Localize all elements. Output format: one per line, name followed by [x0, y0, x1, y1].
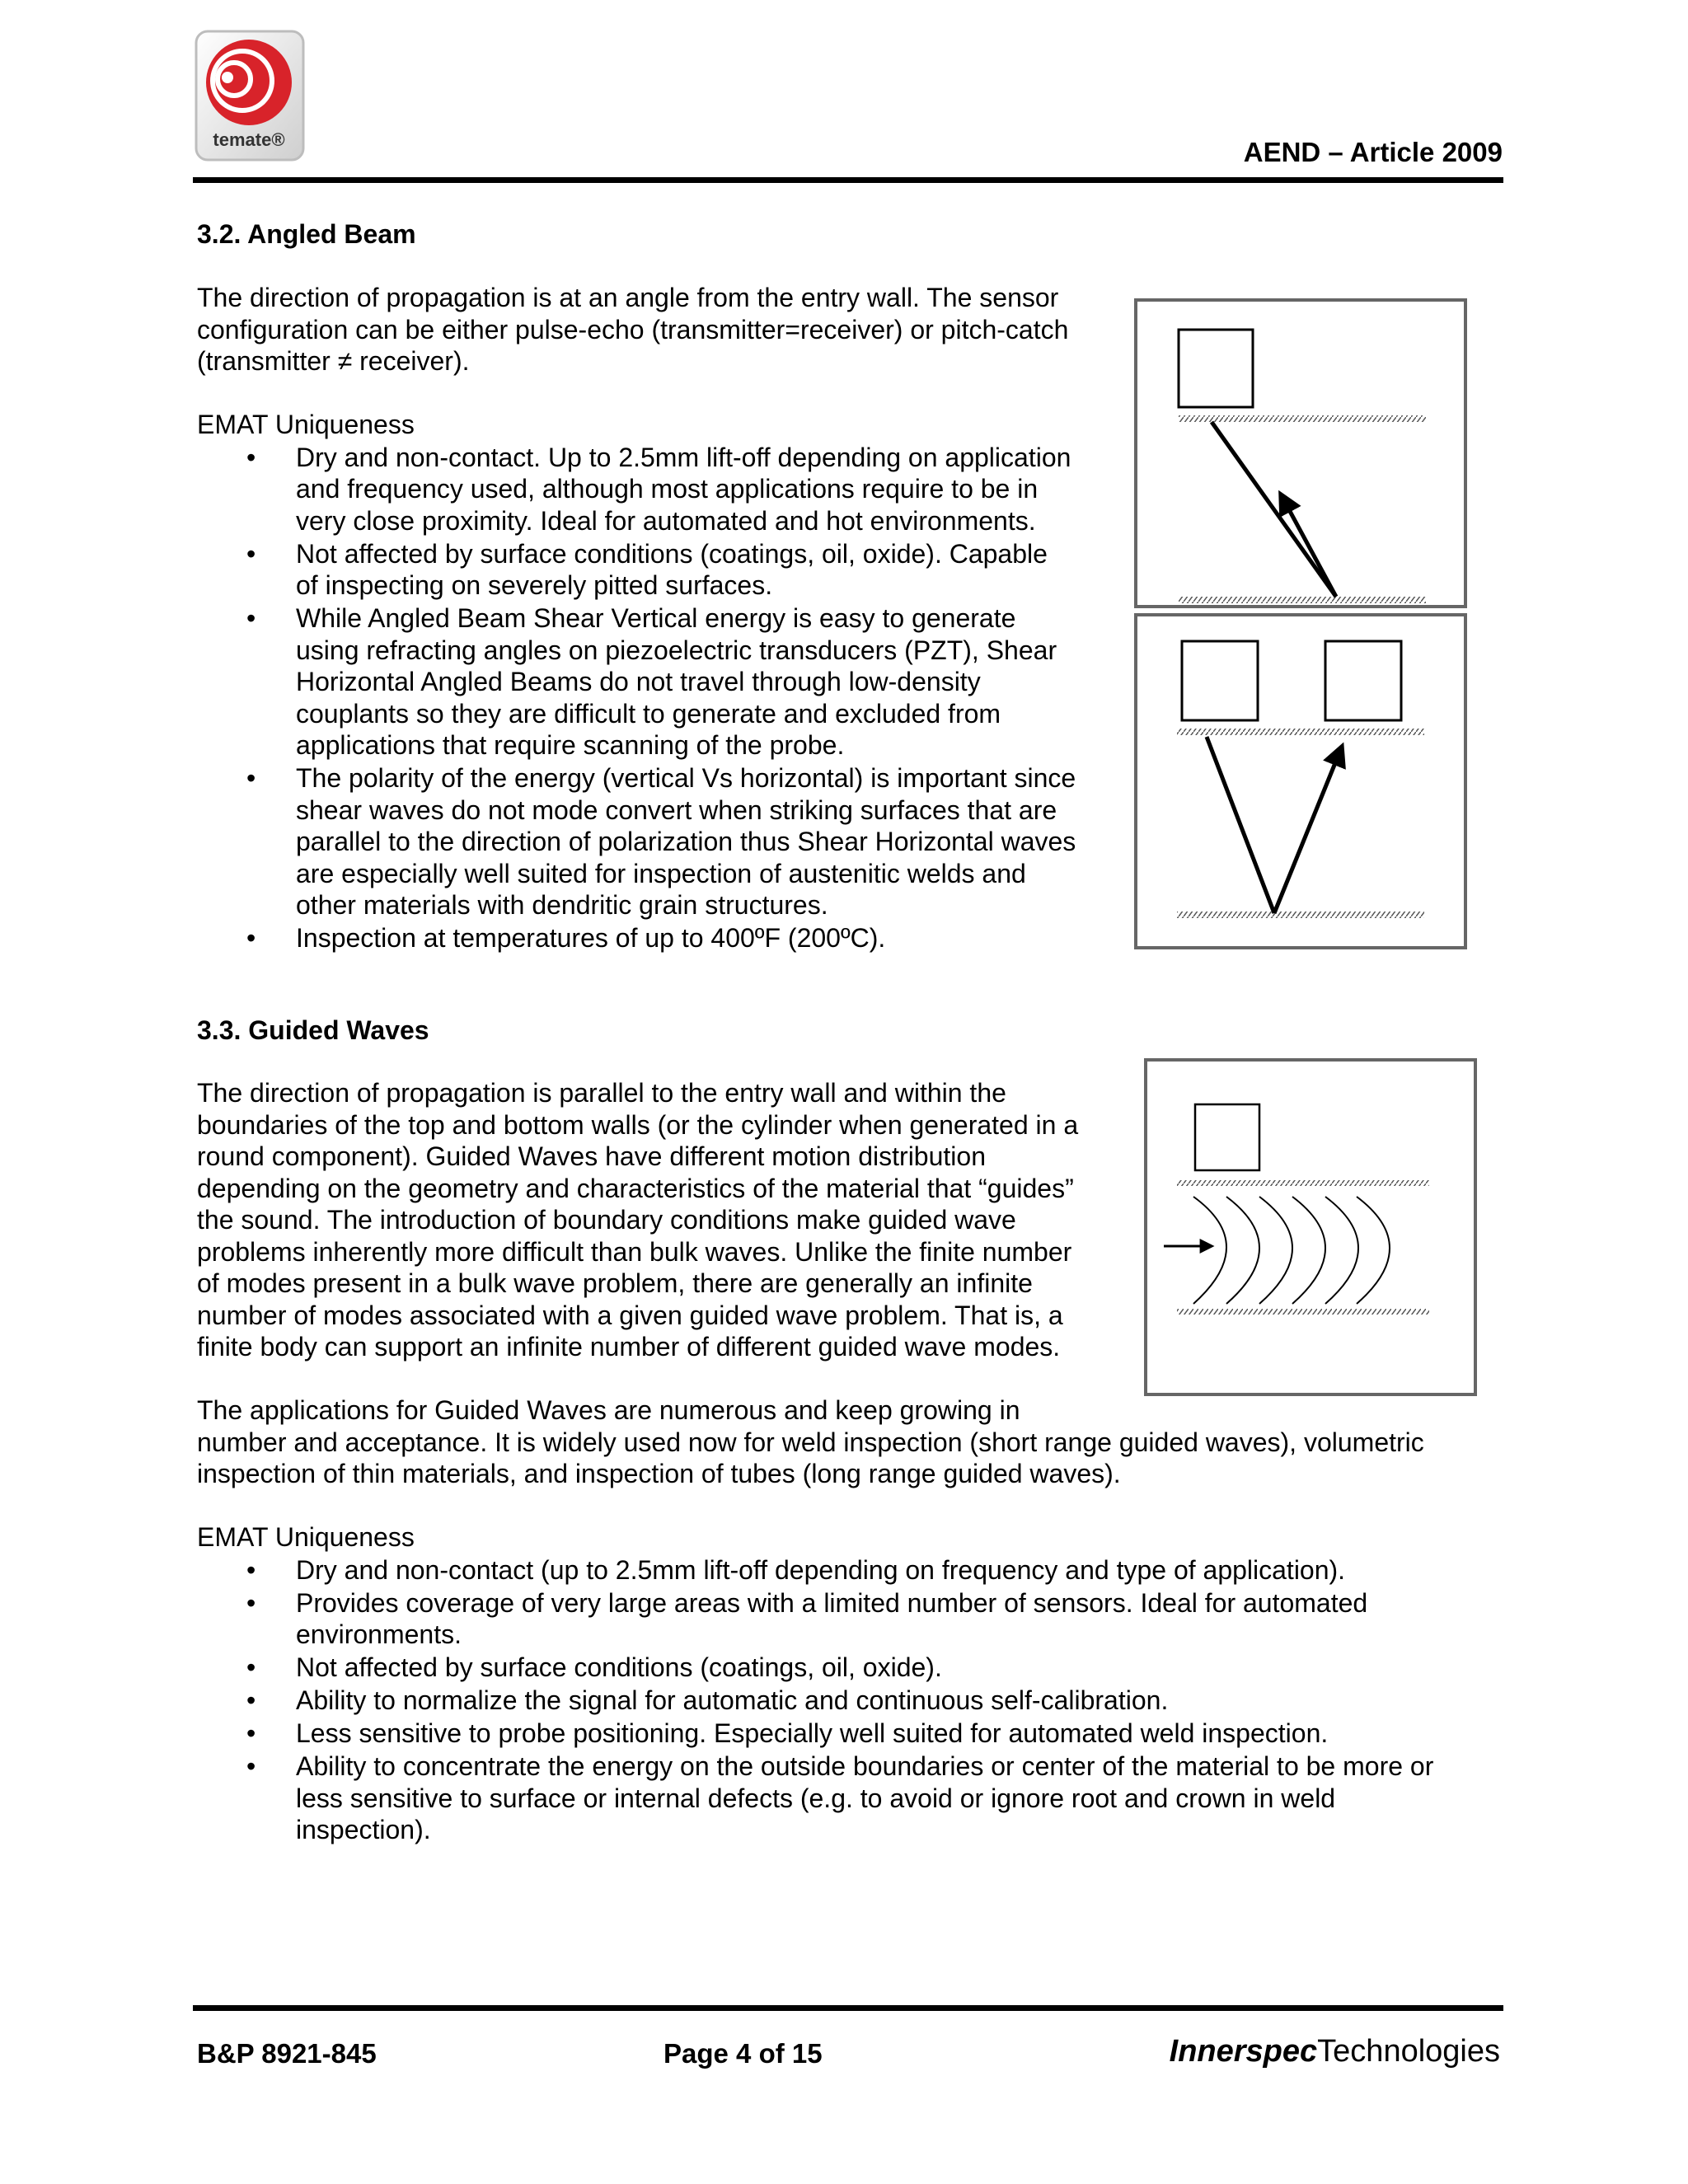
text-line: depending on the geometry and characteristics of the material that “guides”: [197, 1173, 1074, 1203]
guided-uniqueness-list: [197, 1554, 1499, 1846]
footer-rule: [193, 2005, 1503, 2011]
text-line: (transmitter ≠ receiver).: [197, 346, 470, 376]
section-heading-angled-beam: 3.2. Angled Beam: [197, 219, 416, 249]
angled-uniqueness-list: [197, 442, 1128, 954]
list-item: • Inspection at temperatures of up to 400ºF (200ºC).: [197, 922, 1128, 954]
text-line: round component). Guided Waves have different motion distribution: [197, 1141, 986, 1171]
section-heading-guided-waves: 3.3. Guided Waves: [197, 1015, 429, 1045]
angled-uniqueness-label: EMAT Uniqueness: [197, 410, 415, 439]
text-line: inspection of thin materials, and inspection of tubes (long range guided waves).: [197, 1459, 1121, 1488]
list-item: • While Angled Beam Shear Vertical energy is easy to generate using refracting angles on piezoelectric transducers (PZT), Shear Horizontal Angled Beams do not travel through low-density couplants so they are difficult to generate and excluded from applications that require scanning of the probe.: [197, 602, 1128, 762]
text-line: of modes present in a bulk wave problem, there are generally an infinite: [197, 1268, 1033, 1298]
text-line: The applications for Guided Waves are numerous and keep growing in: [197, 1395, 1020, 1425]
brand-wordmark: [1170, 2034, 1500, 2069]
angled-intro-paragraph: [197, 282, 1128, 377]
header-rule: [193, 177, 1503, 183]
list-item: • Less sensitive to probe positioning. Especially well suited for automated weld inspection.: [197, 1718, 1499, 1750]
list-item: • Dry and non-contact. Up to 2.5mm lift-off depending on application and frequency used, although most applications require to be in very close proximity. Ideal for automated and hot environments.: [197, 442, 1128, 537]
text-line: number and acceptance. It is widely used now for weld inspection (short range guided waves), volumetric: [197, 1427, 1424, 1457]
guided-waves-diagram: [1144, 1058, 1477, 1400]
text-line: number of modes associated with a given guided wave problem. That is, a: [197, 1300, 1063, 1330]
guided-applications-paragraph: [197, 1394, 1499, 1490]
list-item: • Ability to normalize the signal for automatic and continuous self-calibration.: [197, 1685, 1499, 1717]
list-item: • The polarity of the energy (vertical Vs horizontal) is important since shear waves do not mode convert when striking surfaces that are parallel to the direction of polarization thus Shear Horizontal waves are especially well suited for inspection of austenitic welds and other materials with dendritic grain structures.: [197, 762, 1128, 921]
page-number: Page 4 of 15: [663, 2038, 823, 2069]
logo-text: temate®: [213, 129, 285, 150]
angled-beam-pulse-echo-diagram: [1134, 298, 1467, 612]
text-line: configuration can be either pulse-echo (transmitter=receiver) or pitch-catch: [197, 314, 1069, 344]
list-item: • Ability to concentrate the energy on the outside boundaries or center of the material to be more or less sensitive to surface or internal defects (e.g. to avoid or ignore root and crown in weld inspection).: [197, 1750, 1499, 1846]
document-title: AEND – Article 2009: [1243, 137, 1503, 167]
text-line: The direction of propagation is at an angle from the entry wall. The sensor: [197, 283, 1059, 312]
list-item: • Not affected by surface conditions (coatings, oil, oxide).: [197, 1652, 1499, 1684]
document-id: B&P 8921-845: [197, 2038, 377, 2069]
list-item: • Provides coverage of very large areas with a limited number of sensors. Ideal for automated environments.: [197, 1587, 1499, 1651]
list-item: • Dry and non-contact (up to 2.5mm lift-off depending on frequency and type of application).: [197, 1554, 1499, 1586]
guided-uniqueness-label: EMAT Uniqueness: [197, 1522, 415, 1552]
brand-rest: Technologies: [1317, 2034, 1500, 2069]
text-line: problems inherently more difficult than bulk waves. Unlike the finite number: [197, 1236, 1072, 1267]
temate-logo: [195, 30, 307, 164]
list-item: • Not affected by surface conditions (coatings, oil, oxide). Capable of inspecting on severely pitted surfaces.: [197, 538, 1128, 602]
text-line: boundaries of the top and bottom walls (or the cylinder when generated in a: [197, 1109, 1079, 1140]
text-line: the sound. The introduction of boundary conditions make guided wave: [197, 1205, 1016, 1235]
text-line: The direction of propagation is parallel to the entry wall and within the: [197, 1078, 1006, 1108]
angled-beam-pitch-catch-diagram: [1134, 613, 1467, 954]
brand-bold: Innerspec: [1169, 2034, 1318, 2069]
text-line: finite body can support an infinite number of different guided wave modes.: [197, 1332, 1061, 1361]
angled-intro: [197, 282, 1128, 954]
